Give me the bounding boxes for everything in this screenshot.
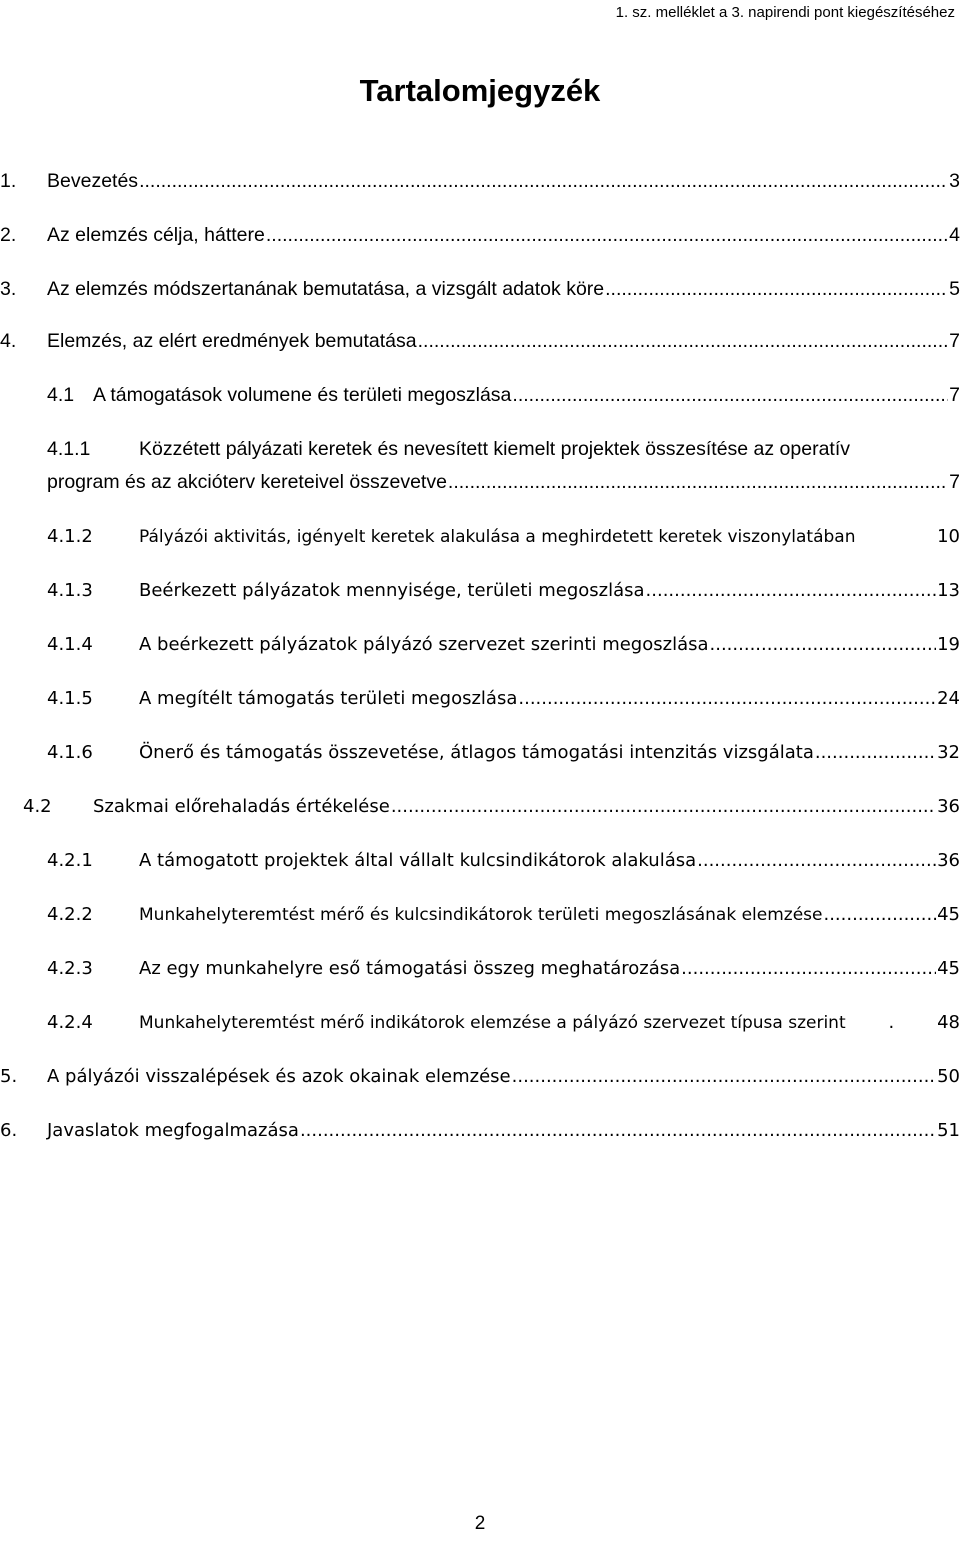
toc-entry-title: A támogatások volumene és területi megoszlása — [93, 384, 512, 406]
toc-leader-dots — [418, 328, 949, 354]
toc-entry-number: 4.2 — [23, 796, 52, 817]
toc-entry-number: 4.1.2 — [47, 526, 93, 547]
toc-leader-dots — [139, 168, 948, 194]
toc-entry-number: 4.1.6 — [47, 742, 93, 763]
toc-leader-dots — [391, 794, 936, 820]
page-number: 2 — [474, 1513, 486, 1534]
toc-entry-number: 3. — [0, 278, 17, 300]
toc-leader-dots — [266, 222, 948, 248]
toc-leader-dots — [518, 686, 936, 712]
page-title: Tartalomjegyzék — [359, 73, 601, 108]
page-header: 1. sz. melléklet a 3. napirendi pont kiegészítéséhez — [615, 4, 955, 21]
toc-entry-page: 7 — [949, 471, 960, 493]
toc-entry-number: 4.1 — [47, 384, 75, 406]
toc-entry-page: 50 — [937, 1066, 960, 1087]
toc-entry-title: Javaslatok megfogalmazása — [47, 1120, 299, 1141]
toc-entry-title: Beérkezett pályázatok mennyisége, területi megoszlása — [139, 580, 645, 601]
toc-entry-page: 45 — [937, 904, 960, 925]
toc-entry-number: 4.2.4 — [47, 1012, 93, 1033]
toc-leader-dots — [300, 1118, 936, 1144]
toc-entry-number: 1. — [0, 170, 17, 192]
toc-entry-page: 10 — [937, 526, 960, 547]
toc-entry-page: 36 — [937, 796, 960, 817]
toc-entry-page: 32 — [937, 742, 960, 763]
toc-entry-title: A megítélt támogatás területi megoszlása — [139, 688, 518, 709]
toc-entry-page: 45 — [937, 958, 960, 979]
toc-entry-number: 6. — [0, 1120, 18, 1141]
toc-entry-number: 4.1.4 — [47, 634, 93, 655]
toc-leader-dots — [823, 902, 936, 928]
toc-entry-title: Közzétett pályázati keretek és nevesített kiemelt projektek összesítése az operatív — [139, 438, 851, 460]
toc-entry-title: Szakmai előrehaladás értékelése — [93, 796, 390, 817]
toc-entry-title: Az elemzés módszertanának bemutatása, a vizsgált adatok köre — [47, 278, 605, 300]
toc-leader-dots — [512, 382, 948, 408]
toc-entry-page: 3 — [949, 170, 960, 192]
toc-entry-number: 2. — [0, 224, 17, 246]
toc-entry-number: 4.1.1 — [47, 438, 91, 460]
toc-entry-title: Munkahelyteremtést mérő és kulcsindikátorok területi megoszlásának elemzése — [139, 905, 823, 925]
toc-entry-number: 5. — [0, 1066, 18, 1087]
toc-entry-page: 4 — [949, 224, 960, 246]
toc-entry-number: 4. — [0, 330, 17, 352]
toc-leader-dots — [710, 632, 937, 658]
toc-leader-dots — [512, 1064, 936, 1090]
toc-entry-page: 51 — [937, 1120, 960, 1141]
toc-entry-title: A pályázói visszalépések és azok okainak elemzése — [47, 1066, 511, 1087]
toc-leader-dots — [448, 469, 948, 495]
toc-entry-title: A támogatott projektek által vállalt kulcsindikátorok alakulása — [139, 850, 697, 871]
toc-entry-number: 4.2.2 — [47, 904, 93, 925]
toc-entry-page: 36 — [937, 850, 960, 871]
toc-entry-title: Bevezetés — [47, 170, 139, 192]
toc-entry-page: 24 — [937, 688, 960, 709]
toc-entry-title: Az elemzés célja, háttere — [47, 224, 265, 246]
toc-leader-dots — [681, 956, 936, 982]
toc-entry-title: Önerő és támogatás összevetése, átlagos támogatási intenzitás vizsgálata — [139, 742, 814, 763]
toc-entry-title: Az egy munkahelyre eső támogatási összeg meghatározása — [139, 958, 681, 979]
toc-entry-page: 19 — [937, 634, 960, 655]
toc-entry-title: A beérkezett pályázatok pályázó szervezet szerinti megoszlása — [139, 634, 709, 655]
toc-entry-title: Elemzés, az elért eredmények bemutatása — [47, 330, 417, 352]
toc-leader-dots — [646, 578, 937, 604]
toc-entry-page: 5 — [949, 278, 960, 300]
toc-entry-number: 4.1.5 — [47, 688, 93, 709]
toc-entry-page: 7 — [949, 384, 960, 406]
table-of-contents: 1. Bevezetés ..... 3 2. Az elemzés célja, háttere ..... 4 3. Az elemzés módszertanának bemutatása, a vizsgált adatok köre ..... 5 4. Elemzés, az elért eredmények bemutatása ..... 7 4.1 A támogatások volumene és területi megoszlása ..... 7 4.1.1 Közzétett pályázati keretek és nevesített kiemelt projektek összesítése az operatív program és az akcióterv kereteivel összevetve ..... 7 4.1.2 Pályázói aktivitás, igényelt keretek alakulása a meghirdetett keretek viszonylatában 10 4.1.3 Beérkezett pályázatok mennyisége, területi megoszlása ..... 13 4.1.4 A beérkezett pályázatok pályázó szervezet szerinti megoszlása ..... 19 4.1.5 A megítélt támogatás területi megoszlása ..... 24 4.1.6 Önerő és támogatás összevetése, átlagos támogatási intenzitás vizsgálata ..... 32 4.2 Szakmai előrehaladás értékelése ..... 36 4.2.1 A támogatott projektek által vállalt kulcsindikátorok alakulása ..... 36 4.2.2 Munkahelyteremtést mérő és kulcsindikátorok területi megoszlásának elemzése ..... 45 4.2.3 Az egy munkahelyre eső támogatási összeg meghatározása ..... 45 4.2.4 Munkahelyteremtést mérő indikátorok elemzése a pályázó szervezet típusa szerint . 48 5. A pályázói visszalépések és azok okainak elemzése ..... 50 6. Javaslatok megfogalmazása ..... 51 — [0, 0, 960, 1546]
toc-leader-dots — [697, 848, 936, 874]
toc-entry-number: 4.2.1 — [47, 850, 93, 871]
toc-entry-title: Munkahelyteremtést mérő indikátorok elemzése a pályázó szervezet típusa szerint — [139, 1013, 846, 1033]
toc-entry-number: 4.1.3 — [47, 580, 93, 601]
toc-leader-dots — [605, 276, 948, 302]
toc-entry-title: Pályázói aktivitás, igényelt keretek alakulása a meghirdetett keretek viszonylatában — [139, 527, 856, 547]
toc-entry-number: 4.2.3 — [47, 958, 93, 979]
toc-entry-page: 13 — [937, 580, 960, 601]
toc-entry-title-continued: program és az akcióterv kereteivel összevetve — [47, 471, 447, 493]
toc-leader-dots — [815, 740, 936, 766]
toc-entry-page: 7 — [949, 330, 960, 352]
toc-entry-page: 48 — [937, 1012, 960, 1033]
